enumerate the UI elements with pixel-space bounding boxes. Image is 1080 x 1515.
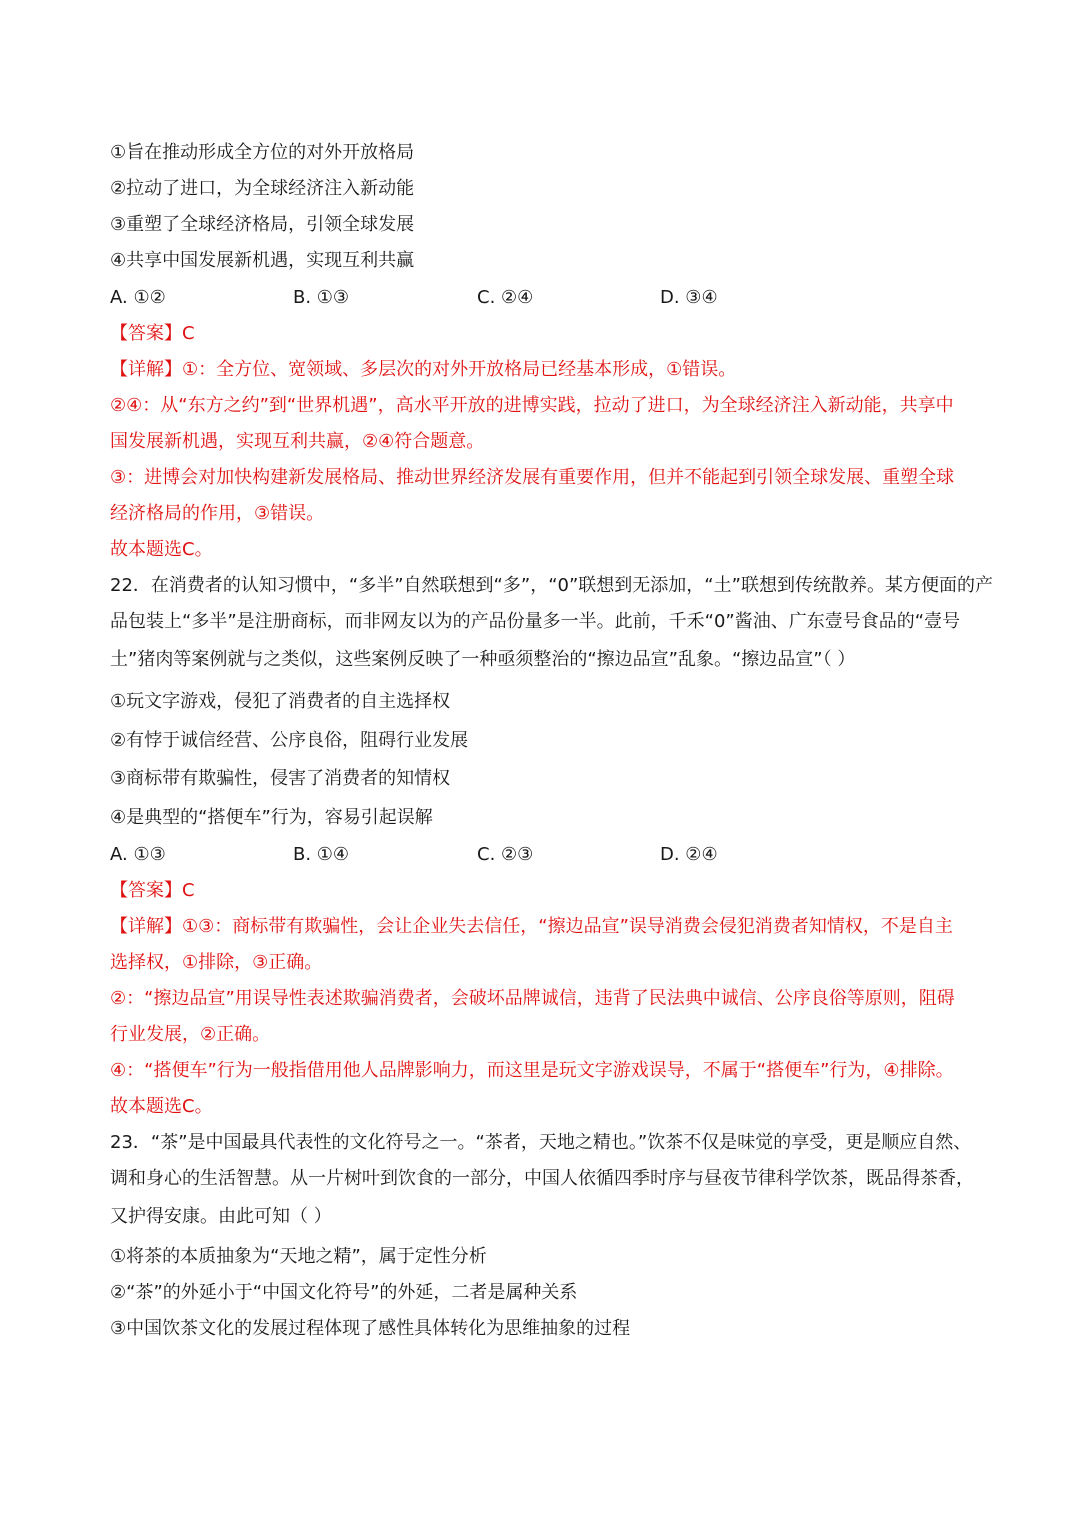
q23-stem-line-1: 23．“茶”是中国最具代表性的文化符号之一。“茶者，天地之精也。”饮茶不仅是味觉的享受，更是顺应自然、 xyxy=(110,1132,972,1153)
q22-answer-value: C xyxy=(182,880,195,901)
q21-answer-label: 【答案】 xyxy=(110,323,182,344)
q22-detail-label: 【详解】 xyxy=(110,916,182,937)
q23-option-1: ①将茶的本质抽象为“天地之精”，属于定性分析 xyxy=(110,1246,487,1267)
q22-conclusion: 故本题选C。 xyxy=(110,1096,213,1117)
q21-choices xyxy=(110,285,970,311)
q21-detail-text-1: ①：全方位、宽领域、多层次的对外开放格局已经基本形成，①错误。 xyxy=(182,359,737,380)
q22-answer xyxy=(110,878,195,904)
q21-conclusion: 故本题选C。 xyxy=(110,539,213,560)
q22-detail-line-3: ②：“擦边品宣”用误导性表述欺骗消费者，会破坏品牌诚信，违背了民法典中诚信、公序良俗等原则，阻碍 xyxy=(110,988,955,1009)
q22-detail-line-2: 选择权，①排除，③正确。 xyxy=(110,952,323,973)
q21-choice-d: D. ③④ xyxy=(660,287,718,308)
q22-choice-c: C. ②③ xyxy=(477,844,534,865)
q22-detail-text-1: ①③：商标带有欺骗性，会让企业失去信任，“擦边品宣”误导消费会侵犯消费者知情权，不是自主 xyxy=(182,916,953,937)
q21-detail-line-1 xyxy=(110,357,736,383)
q21-detail-label: 【详解】 xyxy=(110,359,182,380)
q22-stem-line-3: 土”猪肉等案例就与之类似，这些案例反映了一种亟须整治的“擦边品宣”乱象。“擦边品宣”（ ） xyxy=(110,649,856,670)
q22-option-1: ①玩文字游戏，侵犯了消费者的自主选择权 xyxy=(110,691,451,712)
q21-option-1: ①旨在推动形成全方位的对外开放格局 xyxy=(110,142,415,163)
q21-choice-c: C. ②④ xyxy=(477,287,534,308)
q23-stem-line-2: 调和身心的生活智慧。从一片树叶到饮食的一部分，中国人依循四季时序与昼夜节律科学饮茶，既品得茶香， xyxy=(110,1168,974,1189)
q22-choices xyxy=(110,842,970,868)
q22-answer-label: 【答案】 xyxy=(110,880,182,901)
q21-detail-line-5: 经济格局的作用，③错误。 xyxy=(110,503,325,524)
q22-option-3: ③商标带有欺骗性，侵害了消费者的知情权 xyxy=(110,768,451,789)
q21-option-4: ④共享中国发展新机遇，实现互利共赢 xyxy=(110,250,415,271)
q22-stem-line-2: 品包装上“多半”是注册商标，而非网友以为的产品份量多一半。此前，千禾“0”酱油、广东壹号食品的“壹号 xyxy=(110,611,961,632)
q22-stem-line-1: 22．在消费者的认知习惯中，“多半”自然联想到“多”，“0”联想到无添加，“土”联想到传统散养。某方便面的产 xyxy=(110,575,993,596)
q21-choice-b: B. ①③ xyxy=(293,287,350,308)
q21-detail-line-2: ②④：从“东方之约”到“世界机遇”，高水平开放的进博实践，拉动了进口，为全球经济注入新动能，共享中 xyxy=(110,395,954,416)
q22-choice-d: D. ②④ xyxy=(660,844,718,865)
q22-detail-line-1 xyxy=(110,914,953,940)
q21-choice-a: A. ①② xyxy=(110,287,166,308)
q23-stem-line-3: 又护得安康。由此可知（ ） xyxy=(110,1206,332,1227)
q21-detail-line-3: 国发展新机遇，实现互利共赢，②④符合题意。 xyxy=(110,431,485,452)
q22-choice-a: A. ①③ xyxy=(110,844,166,865)
q21-answer xyxy=(110,321,195,347)
q22-option-2: ②有悖于诚信经营、公序良俗，阻碍行业发展 xyxy=(110,730,469,751)
q21-option-2: ②拉动了进口，为全球经济注入新动能 xyxy=(110,178,415,199)
q23-option-3: ③中国饮茶文化的发展过程体现了感性具体转化为思维抽象的过程 xyxy=(110,1318,631,1339)
q23-option-2: ②“茶”的外延小于“中国文化符号”的外延，二者是属种关系 xyxy=(110,1282,578,1303)
q21-answer-value: C xyxy=(182,323,195,344)
q22-detail-line-5: ④：“搭便车”行为一般指借用他人品牌影响力，而这里是玩文字游戏误导，不属于“搭便车”行为，④排除。 xyxy=(110,1060,954,1081)
q22-detail-line-4: 行业发展，②正确。 xyxy=(110,1024,271,1045)
q21-detail-line-4: ③：进博会对加快构建新发展格局、推动世界经济发展有重要作用，但并不能起到引领全球发展、重塑全球 xyxy=(110,467,955,488)
q21-option-3: ③重塑了全球经济格局，引领全球发展 xyxy=(110,214,415,235)
q22-option-4: ④是典型的“搭便车”行为，容易引起误解 xyxy=(110,807,433,828)
q22-choice-b: B. ①④ xyxy=(293,844,350,865)
